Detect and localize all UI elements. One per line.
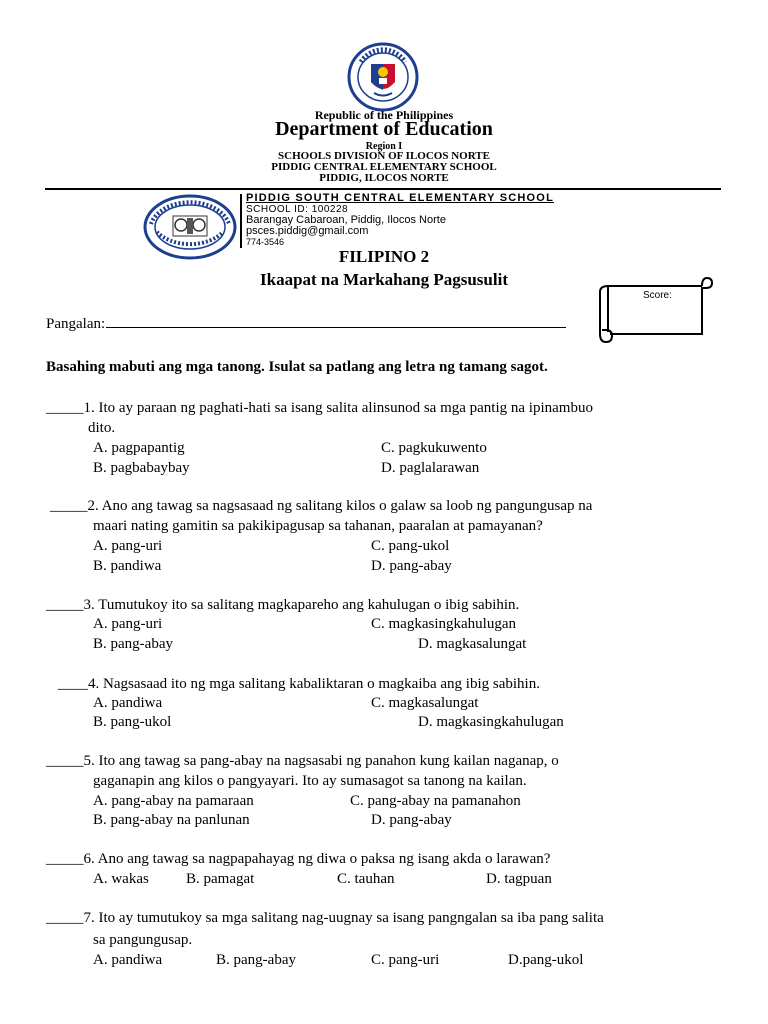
question-2-option-a: A. pang-uri: [93, 538, 163, 554]
question-4-option-b: B. pang-ukol: [93, 714, 172, 730]
name-blank[interactable]: [106, 313, 566, 328]
school-phone: 774-3546: [246, 237, 285, 247]
question-4-option-a: A. pandiwa: [93, 695, 163, 711]
question-7-option-a: A. pandiwa: [93, 952, 163, 968]
question-4-option-d: D. magkasingkahulugan: [418, 714, 564, 730]
school-id: SCHOOL ID: 100228: [246, 204, 349, 215]
question-4-option-c: C. magkasalungat: [371, 695, 479, 711]
question-3-option-a: A. pang-uri: [93, 616, 163, 632]
score-label: Score:: [643, 290, 672, 301]
score-box: [598, 276, 714, 344]
question-7-option-d: D.pang-ukol: [508, 952, 584, 968]
instructions: Basahing mabuti ang mga tanong. Isulat sa patlang ang letra ng tamang sagot.: [46, 359, 548, 375]
division-heading: SCHOOLS DIVISION OF ILOCOS NORTE: [278, 150, 490, 162]
exam-subject: FILIPINO 2: [338, 247, 430, 266]
question-3-option-d: D. magkasalungat: [418, 636, 527, 652]
question-6-option-d: D. tagpuan: [486, 871, 552, 887]
question-5-text: _____5. Ito ang tawag sa pang-abay na nagsasabi ng panahon kung kailan naganap, o: [46, 753, 559, 769]
department-heading: Department of Education: [275, 118, 493, 140]
name-label: Pangalan:: [46, 316, 106, 332]
question-1-option-c: C. pagkukuwento: [381, 440, 487, 456]
question-1-option-a: A. pagpapantig: [93, 440, 185, 456]
question-1-text: _____1. Ito ay paraan ng paghati-hati sa isang salita alinsunod sa mga pantig na ipinambuo: [46, 400, 593, 416]
header-divider: [45, 188, 721, 190]
question-2-text-cont: maari nating gamitin sa pakikipagusap sa tahanan, paaralan at pamayanan?: [93, 518, 543, 534]
town-heading: PIDDIG, ILOCOS NORTE: [319, 172, 449, 184]
name-row: [46, 313, 566, 333]
question-2-option-b: B. pandiwa: [93, 558, 162, 574]
school-email: psces.piddig@gmail.com: [246, 225, 369, 237]
question-2-text: _____2. Ano ang tawag sa nagsasaad ng salitang kilos o galaw sa loob ng pangungusap na: [50, 498, 593, 514]
question-1-option-b: B. pagbabaybay: [93, 460, 190, 476]
question-7-option-c: C. pang-uri: [371, 952, 440, 968]
deped-seal-logo: [341, 42, 425, 112]
question-7-text: _____7. Ito ay tumutukoy sa mga salitang nag-uugnay sa isang pangngalan sa iba pang salita: [46, 910, 604, 926]
question-5-option-a: A. pang-abay na pamaraan: [93, 793, 254, 809]
question-2-option-c: C. pang-ukol: [371, 538, 450, 554]
question-3-text: _____3. Tumutukoy ito sa salitang magkapareho ang kahulugan o ibig sabihin.: [46, 597, 520, 613]
region-heading: Region I: [365, 141, 403, 152]
question-7-text-cont: sa pangungusap.: [93, 932, 193, 948]
school-info-block: [246, 193, 554, 248]
question-6-option-a: A. wakas: [93, 871, 149, 887]
question-3-option-b: B. pang-abay: [93, 636, 173, 652]
question-7-option-b: B. pang-abay: [216, 952, 296, 968]
question-5-option-d: D. pang-abay: [371, 812, 452, 828]
question-5-option-b: B. pang-abay na panlunan: [93, 812, 250, 828]
question-2-option-d: D. pang-abay: [371, 558, 452, 574]
question-1-text-cont: dito.: [88, 420, 116, 436]
republic-heading: Republic of the Philippines: [314, 108, 454, 122]
question-3-option-c: C. magkasingkahulugan: [371, 616, 516, 632]
school-address: Barangay Cabaroan, Piddig, Ilocos Norte: [246, 214, 446, 226]
school-name: PIDDIG SOUTH CENTRAL ELEMENTARY SCHOOL: [246, 192, 554, 204]
question-5-text-cont: gaganapin ang kilos o pangyayari. Ito ay sumasagot sa tanong na kailan.: [93, 773, 527, 789]
question-1-option-d: D. paglalarawan: [381, 460, 480, 476]
school-heading: PIDDIG CENTRAL ELEMENTARY SCHOOL: [271, 161, 497, 173]
question-4-text: ____4. Nagsasaad ito ng mga salitang kabaliktaran o magkaiba ang ibig sabihin.: [58, 676, 540, 692]
question-6-option-b: B. pamagat: [186, 871, 255, 887]
question-5-option-c: C. pang-abay na pamanahon: [350, 793, 521, 809]
question-6-option-c: C. tauhan: [337, 871, 395, 887]
question-6-text: _____6. Ano ang tawag sa nagpapahayag ng diwa o paksa ng isang akda o larawan?: [46, 851, 551, 867]
school-divider: [240, 194, 242, 248]
exam-title: Ikaapat na Markahang Pagsusulit: [260, 270, 508, 289]
